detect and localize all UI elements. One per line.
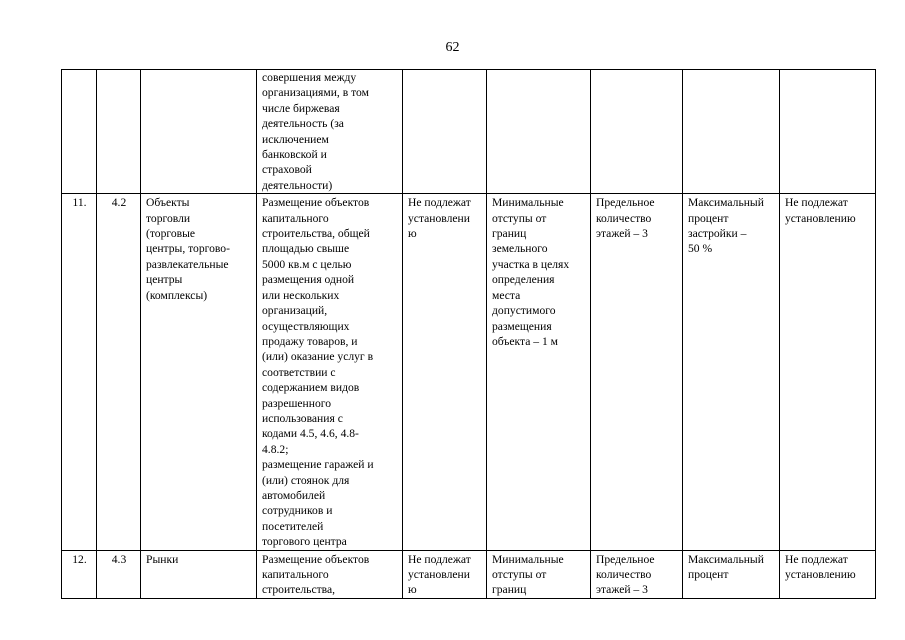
setbacks-cell [487, 194, 591, 550]
other-limits: Не подлежат установлению [785, 552, 856, 581]
row-number-cell [62, 550, 97, 598]
name-cell [141, 550, 257, 598]
row-number: 12. [72, 552, 87, 566]
floors-limits: Предельное количество этажей – 3 [596, 196, 655, 241]
floors-cell [591, 70, 683, 194]
plot-area-limits: Не подлежат установлени ю [408, 552, 471, 597]
other-cell [780, 70, 876, 194]
setbacks-limits: Минимальные отступы от границ земельного участка в целях определения места допустимого размещения объекта – 1 м [492, 196, 570, 348]
coverage-cell [683, 70, 780, 194]
page-number: 62 [445, 40, 460, 55]
use-code: 4.3 [111, 552, 127, 566]
floors-cell [591, 550, 683, 598]
row-number-cell [62, 194, 97, 550]
regulations-table [61, 69, 876, 599]
other-cell [780, 194, 876, 550]
setbacks-cell [487, 550, 591, 598]
use-description: Размещение объектов капитального строительства, общей площадью свыше 5000 кв.м с целью размещения одной или нескольких организаций, осуществляющих продажу товаров, и (или) оказание услуг в соответствии с содержанием видов разрешенного использования с кодами 4.5, 4.6, 4.8- 4.8.2; размещение гаражей и (или) стоянок для автомобилей сотрудников и посетителей торгового центра [262, 196, 374, 549]
floors-limits: Предельное количество этажей – 3 [596, 552, 655, 597]
area-cell [403, 70, 487, 194]
area-cell [403, 194, 487, 550]
coverage-limits: Максимальный процент [688, 552, 764, 581]
coverage-cell [683, 194, 780, 550]
name-cell [141, 194, 257, 550]
table-row [62, 550, 876, 598]
use-description: совершения между организациями, в том числе биржевая деятельность (за исключением банковской и страховой деятельности) [262, 71, 369, 192]
code-cell [97, 194, 141, 550]
code-cell [97, 70, 141, 194]
use-description: Размещение объектов капитального строительства, [262, 552, 370, 597]
coverage-limits: Максимальный процент застройки – 50 % [688, 196, 764, 256]
setbacks-cell [487, 70, 591, 194]
plot-area-limits: Не подлежат установлени ю [408, 196, 471, 241]
description-cell [257, 194, 403, 550]
setbacks-limits: Минимальные отступы от границ [492, 552, 564, 597]
floors-cell [591, 194, 683, 550]
other-limits: Не подлежат установлению [785, 196, 856, 225]
table-row [62, 194, 876, 550]
use-name: Рынки [146, 552, 179, 566]
table-row [62, 70, 876, 194]
code-cell [97, 550, 141, 598]
row-number: 11. [72, 196, 87, 210]
use-name: Объекты торговли (торговые центры, торгово- развлекательные центры (комплексы) [146, 196, 230, 302]
description-cell [257, 550, 403, 598]
area-cell [403, 550, 487, 598]
row-number-cell [62, 70, 97, 194]
description-cell [257, 70, 403, 194]
use-code: 4.2 [111, 196, 127, 210]
coverage-cell [683, 550, 780, 598]
other-cell [780, 550, 876, 598]
name-cell [141, 70, 257, 194]
